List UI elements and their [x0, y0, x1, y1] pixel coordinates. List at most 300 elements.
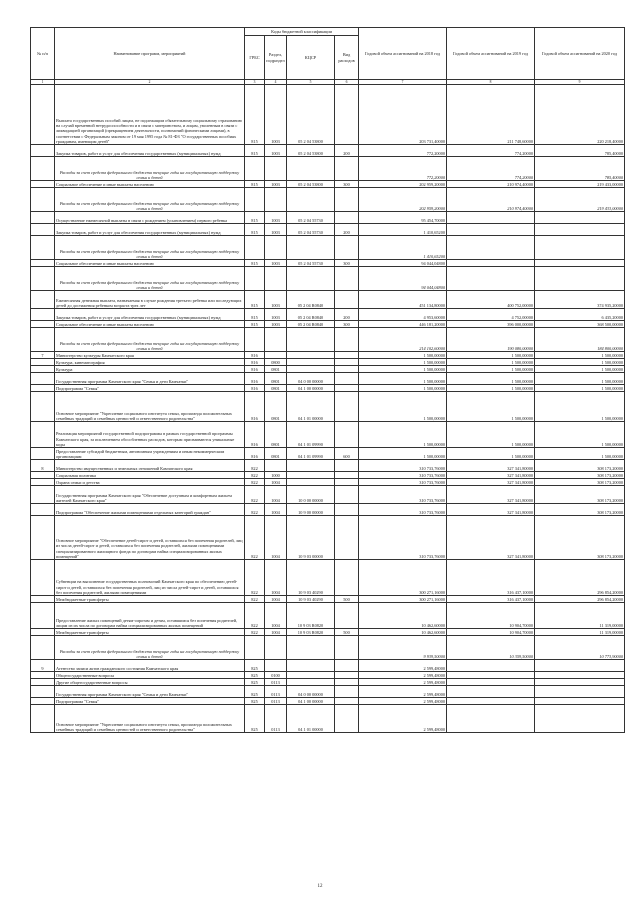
row-name-cell: Расходы за счет средств федерального бюджета текущие годы на государственную поддержку семьи и детей [55, 636, 245, 660]
ksr-cell [287, 672, 335, 679]
amount-2020-cell: 785,40000 [535, 157, 625, 181]
vid-cell [335, 679, 359, 686]
vid-cell [335, 352, 359, 359]
razdel-cell: 0800 [265, 359, 287, 366]
amount-2019-cell: 1 500,00000 [447, 422, 535, 448]
razdel-cell: 1003 [265, 309, 287, 321]
row-number-cell [31, 385, 55, 392]
vid-cell [335, 267, 359, 291]
amount-2020-cell: 10 773,90000 [535, 636, 625, 660]
index-cell: 1 [31, 80, 55, 85]
grbs-cell: 816 [245, 385, 265, 392]
razdel-cell [265, 188, 287, 212]
table-row [31, 373, 625, 385]
amount-2019-cell: 211 748,60000 [447, 85, 535, 145]
row-number-cell: 8 [31, 460, 55, 472]
row-number-cell [31, 686, 55, 698]
ksr-cell: 04 1 00 00000 [287, 385, 335, 392]
row-name-cell: Закупка товаров, работ и услуг для обеспечения государственных (муниципальных) нужд [55, 145, 245, 157]
amount-2020-cell [535, 679, 625, 686]
row-name-cell: Государственная программа Камчатского края "Обеспечение доступным и комфортным жильем жителей Камчатского края" [55, 486, 245, 504]
header-vid: Вид расходов [335, 36, 359, 80]
row-name-cell: Подпрограмма "Обеспечение жилыми помещениями отдельных категорий граждан" [55, 504, 245, 516]
row-number-cell [31, 504, 55, 516]
amount-2018-cell: 1 500,00000 [359, 366, 447, 373]
vid-cell [335, 603, 359, 629]
row-name-cell: Межбюджетные трансферты [55, 596, 245, 603]
amount-2018-cell: 203 731,40000 [359, 85, 447, 145]
vid-cell: 300 [335, 321, 359, 328]
ksr-cell: 10 9 03 40290 [287, 560, 335, 596]
row-name-cell: Социальное обеспечение и иные выплаты населению [55, 321, 245, 328]
grbs-cell: 815 [245, 309, 265, 321]
row-name-cell: Предоставление жилых помещений детям-сиротам и детям, оставшимся без попечения родителей, лицам из их числа по договорам найма специализированных жилых помещений [55, 603, 245, 629]
row-number-cell [31, 366, 55, 373]
amount-2018-cell: 10 462,60000 [359, 629, 447, 636]
razdel-cell: 1000 [265, 472, 287, 479]
row-number-cell [31, 291, 55, 309]
razdel-cell [265, 236, 287, 260]
razdel-cell: 1004 [265, 504, 287, 516]
row-number-cell [31, 145, 55, 157]
index-cell: 5 [287, 80, 335, 85]
row-name-cell: Социальная политика [55, 472, 245, 479]
amount-2018-cell: 202 959,20000 [359, 181, 447, 188]
grbs-cell: 815 [245, 181, 265, 188]
amount-2020-cell [535, 672, 625, 679]
ksr-cell [287, 267, 335, 291]
amount-2018-cell: 1 500,00000 [359, 448, 447, 460]
razdel-cell: 0801 [265, 385, 287, 392]
grbs-cell: 815 [245, 212, 265, 224]
amount-2020-cell: 11 319,00000 [535, 629, 625, 636]
table-row [31, 636, 625, 660]
grbs-cell: 816 [245, 352, 265, 359]
razdel-cell: 0801 [265, 366, 287, 373]
vid-cell [335, 504, 359, 516]
grbs-cell: 815 [245, 145, 265, 157]
amount-2019-cell: 316 437,10000 [447, 560, 535, 596]
amount-2019-cell: 327 341,80000 [447, 472, 535, 479]
budget-table-sheet [30, 27, 624, 733]
razdel-cell: 1003 [265, 321, 287, 328]
amount-2020-cell: 1 500,00000 [535, 392, 625, 422]
vid-cell [335, 479, 359, 486]
row-number-cell [31, 309, 55, 321]
amount-2020-cell [535, 212, 625, 224]
row-name-cell: Министерство культуры Камчатского края [55, 352, 245, 359]
amount-2020-cell: 219 433,00000 [535, 181, 625, 188]
amount-2018-cell: 202 959,20000 [359, 188, 447, 212]
razdel-cell [265, 660, 287, 672]
header-razdel: Раздел, подраздел [265, 36, 287, 80]
vid-cell [335, 672, 359, 679]
header-2020: Годовой объем ассигнований на 2020 год [535, 28, 625, 80]
amount-2020-cell: 219 433,00000 [535, 188, 625, 212]
grbs-cell: 825 [245, 698, 265, 705]
amount-2020-cell: 308 173,20000 [535, 516, 625, 560]
vid-cell [335, 516, 359, 560]
table-row [31, 212, 625, 224]
vid-cell [335, 660, 359, 672]
amount-2019-cell [447, 660, 535, 672]
amount-2020-cell: 1 500,00000 [535, 373, 625, 385]
table-row [31, 679, 625, 686]
grbs-cell: 822 [245, 516, 265, 560]
ksr-cell [287, 460, 335, 472]
header-ksr: КЦСР [287, 36, 335, 80]
grbs-cell: 822 [245, 596, 265, 603]
amount-2019-cell: 327 341,80000 [447, 516, 535, 560]
grbs-cell: 816 [245, 422, 265, 448]
grbs-cell [245, 267, 265, 291]
amount-2019-cell [447, 679, 535, 686]
table-row [31, 385, 625, 392]
vid-cell [335, 366, 359, 373]
amount-2020-cell [535, 236, 625, 260]
row-name-cell: Ежемесячная денежная выплата, назначаемая в случае рождения третьего ребенка или последующих детей до достижения ребенком возраста трех лет [55, 291, 245, 309]
table-row [31, 672, 625, 679]
ksr-cell: 05 2 04 55730 [287, 224, 335, 236]
amount-2020-cell: 6 435,20000 [535, 309, 625, 321]
amount-2019-cell [447, 260, 535, 267]
amount-2018-cell: 772,20000 [359, 157, 447, 181]
row-name-cell: Другие общегосударственные вопросы [55, 679, 245, 686]
amount-2020-cell: 308 173,20000 [535, 460, 625, 472]
amount-2019-cell [447, 698, 535, 705]
amount-2019-cell: 10 904,70000 [447, 603, 535, 629]
razdel-cell: 0801 [265, 448, 287, 460]
amount-2019-cell: 10 359,50000 [447, 636, 535, 660]
row-number-cell [31, 560, 55, 596]
grbs-cell: 816 [245, 392, 265, 422]
amount-2019-cell: 1 500,00000 [447, 366, 535, 373]
index-cell: 2 [55, 80, 245, 85]
ksr-cell: 05 2 04 R0840 [287, 321, 335, 328]
amount-2018-cell: 1 500,00000 [359, 373, 447, 385]
razdel-cell: 1003 [265, 181, 287, 188]
row-number-cell [31, 486, 55, 504]
header-2019: Годовой объем ассигнований на 2019 год [447, 28, 535, 80]
vid-cell [335, 188, 359, 212]
amount-2018-cell: 310 733,76000 [359, 516, 447, 560]
row-name-cell: Расходы за счет средств федерального бюджета текущие годы на государственную поддержку семьи и детей [55, 236, 245, 260]
index-cell: 7 [359, 80, 447, 85]
index-cell: 9 [535, 80, 625, 85]
grbs-cell: 815 [245, 321, 265, 328]
amount-2018-cell: 10 462,60000 [359, 603, 447, 629]
row-name-cell: Реализация мероприятий государственной подпрограммы в рамках государственной программы Камчатского края, за исключением обособленных расходов, которым присваиваются уникальные коды [55, 422, 245, 448]
index-cell: 6 [335, 80, 359, 85]
amount-2020-cell: 1 500,00000 [535, 359, 625, 366]
amount-2020-cell [535, 698, 625, 705]
grbs-cell: 816 [245, 366, 265, 373]
amount-2020-cell [535, 267, 625, 291]
amount-2020-cell [535, 224, 625, 236]
table-row [31, 85, 625, 145]
grbs-cell: 815 [245, 224, 265, 236]
row-number-cell [31, 705, 55, 733]
table-row [31, 236, 625, 260]
vid-cell [335, 698, 359, 705]
amount-2019-cell: 1 500,00000 [447, 385, 535, 392]
row-number-cell [31, 181, 55, 188]
table-row [31, 366, 625, 373]
razdel-cell: 1003 [265, 260, 287, 267]
budget-table [30, 27, 625, 733]
amount-2020-cell: 184 800,00000 [535, 328, 625, 352]
table-row [31, 392, 625, 422]
row-number-cell [31, 224, 55, 236]
grbs-cell: 822 [245, 479, 265, 486]
row-number-cell [31, 596, 55, 603]
amount-2018-cell: 4 953,60000 [359, 309, 447, 321]
vid-cell [335, 392, 359, 422]
row-name-cell: Расходы за счет средств федерального бюджета текущие годы на государственную поддержку семьи и детей [55, 328, 245, 352]
row-number-cell [31, 422, 55, 448]
amount-2018-cell: 1 410,65200 [359, 224, 447, 236]
table-row [31, 359, 625, 366]
row-name-cell: Общегосударственные вопросы [55, 672, 245, 679]
amount-2018-cell: 1 500,00000 [359, 422, 447, 448]
table-row [31, 705, 625, 733]
table-row [31, 291, 625, 309]
table-row [31, 145, 625, 157]
amount-2020-cell: 1 500,00000 [535, 366, 625, 373]
row-name-cell: Государственная программа Камчатского края "Семья и дети Камчатки" [55, 686, 245, 698]
amount-2019-cell [447, 212, 535, 224]
ksr-cell [287, 660, 335, 672]
row-number-cell [31, 359, 55, 366]
row-number-cell [31, 267, 55, 291]
table-row [31, 472, 625, 479]
vid-cell [335, 291, 359, 309]
vid-cell: 200 [335, 224, 359, 236]
amount-2019-cell: 190 080,00000 [447, 328, 535, 352]
row-name-cell: Закупка товаров, работ и услуг для обеспечения государственных (муниципальных) нужд [55, 309, 245, 321]
amount-2018-cell: 2 599,48000 [359, 698, 447, 705]
vid-cell [335, 359, 359, 366]
grbs-cell: 822 [245, 472, 265, 479]
amount-2018-cell: 94 044,04800 [359, 267, 447, 291]
vid-cell [335, 486, 359, 504]
amount-2019-cell: 400 752,00000 [447, 291, 535, 309]
razdel-cell: 1003 [265, 145, 287, 157]
ksr-cell [287, 188, 335, 212]
razdel-cell: 0113 [265, 698, 287, 705]
row-name-cell: Основное мероприятие "Укрепление социального института семьи, пропаганда положительных семейных традиций и семейных ценностей и ответственного родительства" [55, 392, 245, 422]
header-grbs: ГРБС [245, 36, 265, 80]
amount-2018-cell: 300 271,16000 [359, 560, 447, 596]
row-name-cell: Подпрограмма "Семья" [55, 698, 245, 705]
ksr-cell: 04 1 01 00000 [287, 392, 335, 422]
row-name-cell: Охрана семьи и детства [55, 479, 245, 486]
razdel-cell [265, 636, 287, 660]
ksr-cell [287, 359, 335, 366]
vid-cell [335, 385, 359, 392]
row-number-cell [31, 698, 55, 705]
row-name-cell: Осуществление ежемесячной выплаты в связи с рождением (усыновлением) первого ребенка [55, 212, 245, 224]
amount-2019-cell: 1 500,00000 [447, 359, 535, 366]
row-number-cell [31, 157, 55, 181]
vid-cell [335, 460, 359, 472]
amount-2020-cell [535, 686, 625, 698]
grbs-cell: 825 [245, 705, 265, 733]
razdel-cell: 1003 [265, 85, 287, 145]
row-name-cell: Министерство имущественных и земельных отношений Камчатского края [55, 460, 245, 472]
amount-2020-cell: 1 500,00000 [535, 385, 625, 392]
amount-2018-cell: 772,20000 [359, 145, 447, 157]
ksr-cell: 05 2 04 55730 [287, 260, 335, 267]
razdel-cell: 0100 [265, 672, 287, 679]
amount-2019-cell: 774,20000 [447, 157, 535, 181]
amount-2019-cell: 327 341,80000 [447, 486, 535, 504]
razdel-cell: 0801 [265, 422, 287, 448]
ksr-cell [287, 479, 335, 486]
ksr-cell: 05 2 04 R0840 [287, 291, 335, 309]
ksr-cell: 10 9 03 40290 [287, 596, 335, 603]
header-2018: Годовой объем ассигнований на 2018 год [359, 28, 447, 80]
razdel-cell [265, 267, 287, 291]
razdel-cell: 0801 [265, 392, 287, 422]
vid-cell [335, 85, 359, 145]
amount-2020-cell: 1 500,00000 [535, 352, 625, 359]
grbs-cell: 825 [245, 672, 265, 679]
table-row [31, 660, 625, 672]
razdel-cell [265, 460, 287, 472]
row-name-cell: Социальное обеспечение и иные выплаты населению [55, 181, 245, 188]
amount-2019-cell: 210 974,40000 [447, 188, 535, 212]
table-row [31, 596, 625, 603]
razdel-cell: 1004 [265, 629, 287, 636]
amount-2020-cell [535, 260, 625, 267]
amount-2018-cell: 2 599,48000 [359, 686, 447, 698]
row-name-cell: Основное мероприятие "Укрепление социального института семьи, пропаганда положительных семейных традиций и семейных ценностей и ответственного родительства" [55, 705, 245, 733]
ksr-cell [287, 679, 335, 686]
amount-2018-cell: 95 454,70000 [359, 212, 447, 224]
amount-2020-cell: 308 173,20000 [535, 479, 625, 486]
amount-2018-cell: 310 733,76000 [359, 486, 447, 504]
vid-cell: 500 [335, 596, 359, 603]
index-cell: 8 [447, 80, 535, 85]
amount-2020-cell: 11 319,00000 [535, 603, 625, 629]
vid-cell: 200 [335, 145, 359, 157]
ksr-cell [287, 352, 335, 359]
table-row [31, 267, 625, 291]
amount-2018-cell: 9 939,50000 [359, 636, 447, 660]
vid-cell [335, 686, 359, 698]
grbs-cell: 822 [245, 603, 265, 629]
row-number-cell [31, 212, 55, 224]
amount-2019-cell: 1 500,00000 [447, 448, 535, 460]
row-name-cell: Культура, кинематография [55, 359, 245, 366]
amount-2018-cell: 310 733,76000 [359, 472, 447, 479]
amount-2018-cell: 1 500,00000 [359, 359, 447, 366]
table-row [31, 309, 625, 321]
amount-2020-cell [535, 660, 625, 672]
grbs-cell: 815 [245, 260, 265, 267]
table-row [31, 698, 625, 705]
amount-2018-cell: 1 500,00000 [359, 352, 447, 359]
row-name-cell: Межбюджетные трансферты [55, 629, 245, 636]
ksr-cell: 05 2 04 53800 [287, 145, 335, 157]
amount-2018-cell: 310 733,76000 [359, 460, 447, 472]
amount-2019-cell: 1 500,00000 [447, 373, 535, 385]
amount-2018-cell: 2 599,48000 [359, 679, 447, 686]
ksr-cell: 04 0 00 00000 [287, 373, 335, 385]
vid-cell: 600 [335, 448, 359, 460]
vid-cell: 300 [335, 260, 359, 267]
vid-cell [335, 705, 359, 733]
amount-2019-cell: 327 341,80000 [447, 504, 535, 516]
amount-2019-cell: 4 752,00000 [447, 309, 535, 321]
vid-cell [335, 373, 359, 385]
amount-2018-cell: 2 599,48000 [359, 672, 447, 679]
grbs-cell: 816 [245, 373, 265, 385]
row-number-cell [31, 479, 55, 486]
ksr-cell: 05 2 04 53800 [287, 181, 335, 188]
ksr-cell: 05 2 04 55730 [287, 212, 335, 224]
row-name-cell: Выплата государственных пособий лицам, не подлежащим обязательному социальному страхованию на случай временной нетрудоспособности и в связи с материнством, и лицам, уволенным в связи с ликвидацией организаций (прекращением деятельности, полномочий физическими лицами), в соответствии с Федеральным законом от 19 мая 1995 года № 81-ФЗ "О государственных пособиях гражданам, имеющим детей" [55, 85, 245, 145]
row-number-cell [31, 260, 55, 267]
table-row [31, 157, 625, 181]
grbs-cell [245, 236, 265, 260]
table-row [31, 181, 625, 188]
row-number-cell [31, 321, 55, 328]
amount-2019-cell: 774,20000 [447, 145, 535, 157]
ksr-cell: 10 9 03 R0820 [287, 603, 335, 629]
table-row [31, 460, 625, 472]
amount-2020-cell: 308 173,20000 [535, 486, 625, 504]
amount-2019-cell: 396 000,00000 [447, 321, 535, 328]
row-number-cell [31, 448, 55, 460]
ksr-cell: 05 2 04 R0840 [287, 309, 335, 321]
row-number-cell [31, 629, 55, 636]
razdel-cell: 0113 [265, 679, 287, 686]
table-row [31, 629, 625, 636]
razdel-cell: 1003 [265, 224, 287, 236]
table-row [31, 352, 625, 359]
vid-cell: 500 [335, 629, 359, 636]
ksr-cell: 04 0 00 00000 [287, 686, 335, 698]
row-number-cell [31, 85, 55, 145]
grbs-cell [245, 188, 265, 212]
vid-cell [335, 636, 359, 660]
vid-cell [335, 560, 359, 596]
ksr-cell: 04 1 00 00000 [287, 698, 335, 705]
grbs-cell: 822 [245, 560, 265, 596]
amount-2020-cell: 308 173,20000 [535, 504, 625, 516]
row-name-cell: Культура [55, 366, 245, 373]
vid-cell [335, 236, 359, 260]
grbs-cell [245, 636, 265, 660]
table-row [31, 516, 625, 560]
grbs-cell: 822 [245, 629, 265, 636]
table-row [31, 504, 625, 516]
row-name-cell: Социальное обеспечение и иные выплаты населению [55, 260, 245, 267]
grbs-cell: 816 [245, 448, 265, 460]
table-row [31, 560, 625, 596]
grbs-cell: 825 [245, 660, 265, 672]
vid-cell [335, 472, 359, 479]
ksr-cell: 05 2 04 53800 [287, 85, 335, 145]
ksr-cell: 04 1 01 00000 [287, 705, 335, 733]
table-row [31, 188, 625, 212]
razdel-cell: 1004 [265, 596, 287, 603]
ksr-cell [287, 472, 335, 479]
amount-2019-cell [447, 267, 535, 291]
row-name-cell: Предоставление субсидий бюджетным, автономным учреждениям и иным некоммерческим организациям [55, 448, 245, 460]
